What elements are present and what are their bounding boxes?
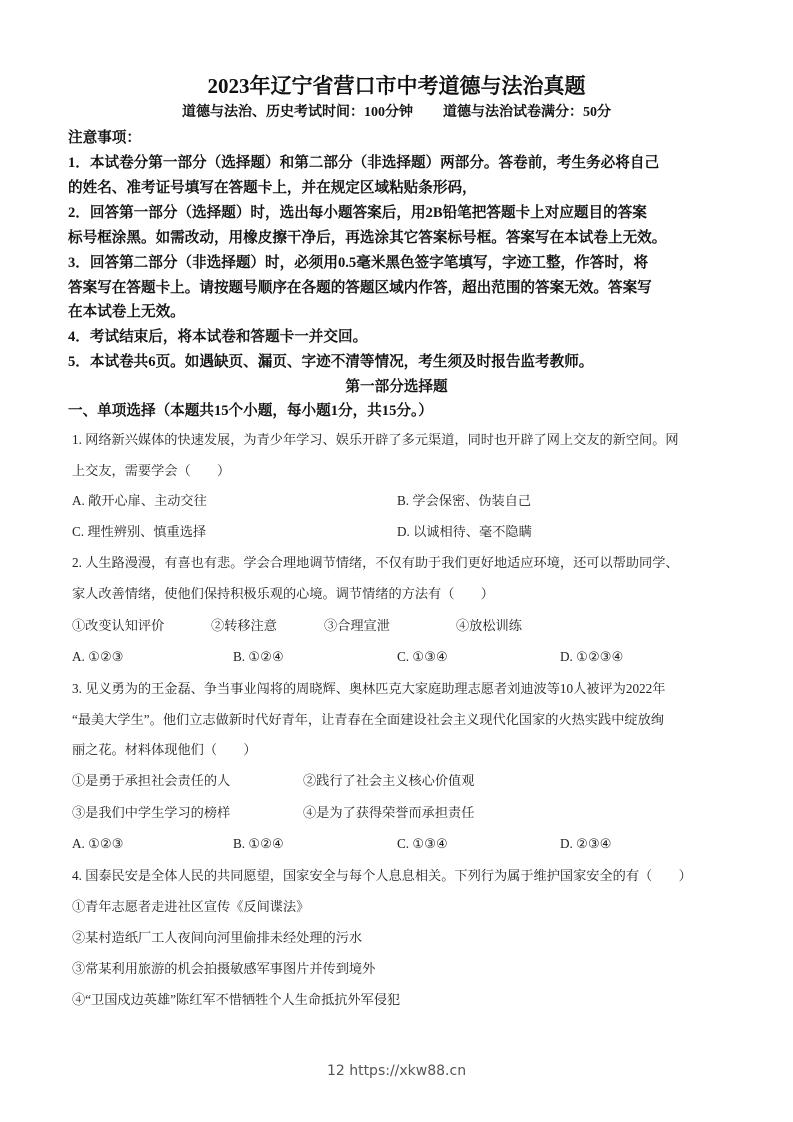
question-stem: 1. 网络新兴媒体的快速发展，为青少年学习、娱乐开辟了多元渠道，同时也开辟了网上交友的新空间。网 — [72, 432, 679, 447]
option-b: B. ①②④ — [233, 836, 284, 851]
option-d: D. ①②③④ — [560, 649, 624, 664]
statement-item: ②某村造纸厂工人夜间向河里偷排未经处理的污水 — [72, 930, 363, 945]
statement-item: ③是我们中学生学习的榜样 — [72, 805, 231, 820]
notice-heading: 注意事项： — [68, 130, 141, 146]
statement-item: ①青年志愿者走进社区宣传《反间谍法》 — [72, 899, 310, 914]
statement-item: ②转移注意 — [211, 618, 277, 633]
exam-info — [0, 106, 793, 120]
question-stem: 4. 国泰民安是全体人民的共同愿望，国家安全与每个人息息相关。下列行为属于维护国家安全的有（ ） — [72, 868, 692, 883]
exam-time: 道德与法治、历史考试时间：100分钟 — [182, 105, 413, 120]
statement-item: ③合理宣泄 — [324, 618, 390, 633]
option-b: B. 学会保密、伪装自己 — [397, 493, 532, 508]
option-d: D. 以诚相待、毫不隐瞒 — [397, 524, 532, 539]
question-stem: 2. 人生路漫漫，有喜也有悲。学会合理地调节情绪，不仅有助于我们更好地适应环境，还可以帮助同学、 — [72, 555, 679, 570]
notice-line: 1．本试卷分第一部分（选择题）和第二部分（非选择题）两部分。答卷前，考生务必将自己 — [68, 155, 660, 171]
statement-item: ④放松训练 — [456, 618, 522, 633]
statement-item: ②践行了社会主义核心价值观 — [303, 773, 475, 788]
statement-item: ①是勇于承担社会责任的人 — [72, 773, 231, 788]
page-footer: 12 https://xkw88.cn — [326, 1063, 467, 1079]
statement-item: ④“卫国戍边英雄”陈红军不惜牺牲个人生命抵抗外军侵犯 — [72, 992, 401, 1007]
notice-line: 标号框涂黑。如需改动，用橡皮擦干净后，再选涂其它答案标号框。答案写在本试卷上无效。 — [68, 230, 667, 246]
notice-line: 3．回答第二部分（非选择题）时，必须用0.5毫米黑色签字笔填写，字迹工整，作答时，将 — [68, 255, 649, 271]
part-one-title: 第一部分选择题 — [345, 379, 448, 395]
statement-item: ①改变认知评价 — [72, 618, 165, 633]
question-stem: 丽之花。材料体现他们（ ） — [72, 742, 257, 757]
option-a: A. 敞开心扉、主动交往 — [72, 493, 207, 508]
option-a: A. ①②③ — [72, 836, 124, 851]
notice-line: 2．回答第一部分（选择题）时，选出每小题答案后，用2B铅笔把答题卡上对应题目的答案 — [68, 205, 647, 221]
section-heading: 一、单项选择（本题共15个小题，每小题1分，共15分。） — [68, 403, 433, 419]
page-title: 2023年辽宁省营口市中考道德与法治真题 — [207, 74, 586, 98]
question-stem: 3. 见义勇为的王金磊、争当事业闯将的周晓辉、奥林匹克大家庭助理志愿者刘迪波等10人被评为2022年 — [72, 681, 666, 696]
option-c: C. ①③④ — [397, 836, 448, 851]
notice-line: 的姓名、准考证号填写在答题卡上，并在规定区域粘贴条形码， — [68, 180, 477, 196]
question-stem: 上交友，需要学会（ ） — [72, 463, 231, 478]
option-d: D. ②③④ — [560, 836, 612, 851]
notice-line: 5．本试卷共6页。如遇缺页、漏页、字迹不清等情况，考生须及时报告监考教师。 — [68, 354, 594, 370]
question-stem: 家人改善情绪，使他们保持积极乐观的心境。调节情绪的方法有（ ） — [72, 586, 494, 601]
option-c: C. 理性辨别、慎重选择 — [72, 524, 207, 539]
notice-line: 4．考试结束后，将本试卷和答题卡一并交回。 — [68, 329, 368, 345]
question-stem: “最美大学生”。他们立志做新时代好青年，让青春在全面建设社会主义现代化国家的火热实践中绽放绚 — [72, 712, 664, 727]
statement-item: ③常某利用旅游的机会拍摄敏感军事图片并传到境外 — [72, 961, 376, 976]
notice-line: 答案写在答题卡上。请按题号顺序在各题的答题区域内作答，超出范围的答案无效。答案写 — [68, 280, 652, 296]
full-score: 道德与法治试卷满分：50分 — [443, 105, 611, 120]
option-a: A. ①②③ — [72, 649, 124, 664]
statement-item: ④是为了获得荣誉而承担责任 — [303, 805, 475, 820]
option-c: C. ①③④ — [397, 649, 448, 664]
option-b: B. ①②④ — [233, 649, 284, 664]
notice-line: 在本试卷上无效。 — [68, 304, 185, 320]
